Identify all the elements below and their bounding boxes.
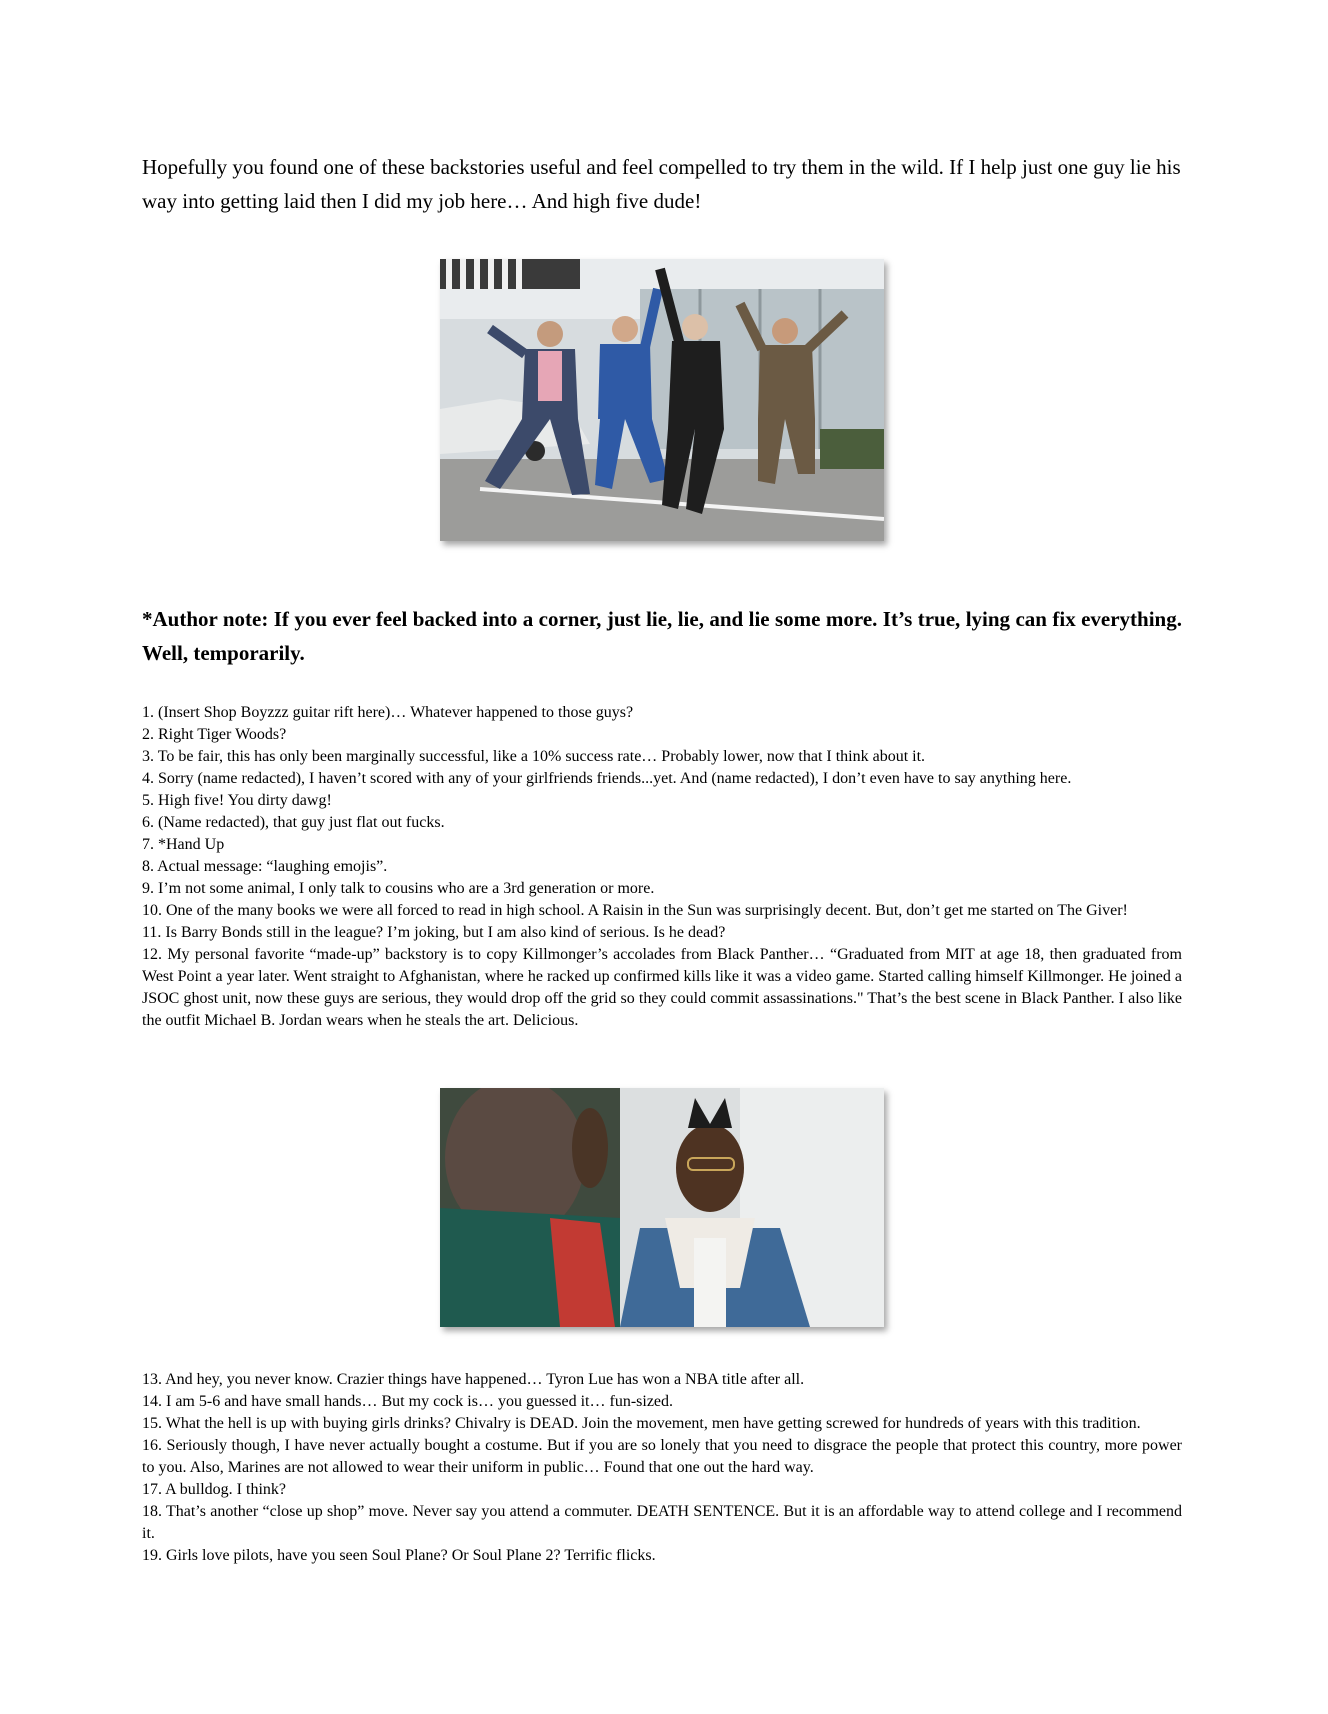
footnote-item: 1. (Insert Shop Boyzzz guitar rift here)… Whatever happened to those guys? xyxy=(142,704,634,721)
footnote-item: 13. And hey, you never know. Crazier things have happened… Tyron Lue has won a NBA title after all. xyxy=(142,1371,805,1388)
photo-killmonger-scene-icon xyxy=(440,1088,884,1327)
footnote-item: 7. *Hand Up xyxy=(142,836,225,853)
footnote-item: 5. High five! You dirty dawg! xyxy=(142,792,332,809)
footnotes-list-a xyxy=(142,702,1182,1032)
footnote-item: 2. Right Tiger Woods? xyxy=(142,726,287,743)
footnote-item: 9. I’m not some animal, I only talk to cousins who are a 3rd generation or more. xyxy=(142,880,655,897)
footnotes-list-b xyxy=(142,1369,1182,1567)
footnote-item: 6. (Name redacted), that guy just flat out fucks. xyxy=(142,814,445,831)
photo-killmonger-scene xyxy=(440,1088,884,1327)
photo-jumping-men xyxy=(440,259,884,541)
footnote-item: 3. To be fair, this has only been marginally successful, like a 10% success rate… Probably lower, now that I think about it. xyxy=(142,748,926,765)
author-note: *Author note: If you ever feel backed into a corner, just lie, lie, and lie some more. It’s true, lying can fix everything. Well, temporarily. xyxy=(142,607,1182,665)
footnote-item: 14. I am 5-6 and have small hands… But my cock is… you guessed it… fun-sized. xyxy=(142,1393,674,1410)
footnote-item: 15. What the hell is up with buying girls drinks? Chivalry is DEAD. Join the movement, men have getting screwed for hundreds of years with this tradition. xyxy=(142,1415,1141,1432)
footnote-item: 12. My personal favorite “made-up” backstory is to copy Killmonger’s accolades from Black Panther… “Graduated from MIT at age 18, then graduated from West Point a year later. Went straight to Afghanistan, where he racked up confirmed kills like it was a video game. Started calling himself Killmonger. He joined a JSOC ghost unit, now these guys are serious, they would drop off the grid so they could commit assassinations." That’s the best scene in Black Panther. I also like the outfit Michael B. Jordan wears when he steals the art. Delicious. xyxy=(142,946,1182,1029)
intro-paragraph: Hopefully you found one of these backstories useful and feel compelled to try them in the wild. If I help just one guy lie his way into getting laid then I did my job here… And high five dude! xyxy=(142,155,1181,213)
footnote-item: 10. One of the many books we were all forced to read in high school. A Raisin in the Sun was surprisingly decent. But, don’t get me started on The Giver! xyxy=(142,902,1128,919)
footnote-item: 4. Sorry (name redacted), I haven’t scored with any of your girlfriends friends...yet. And (name redacted), I don’t even have to say anything here. xyxy=(142,770,1072,787)
footnote-item: 16. Seriously though, I have never actually bought a costume. But if you are so lonely that you need to disgrace the people that protect this country, more power to you. Also, Marines are not allowed to wear their uniform in public… Found that one out the hard way. xyxy=(142,1437,1182,1476)
footnote-item: 8. Actual message: “laughing emojis”. xyxy=(142,858,388,875)
photo-jumping-men-icon xyxy=(440,259,884,541)
footnote-item: 11. Is Barry Bonds still in the league? I’m joking, but I am also kind of serious. Is he dead? xyxy=(142,924,726,941)
footnote-item: 18. That’s another “close up shop” move. Never say you attend a commuter. DEATH SENTENCE. But it is an affordable way to attend college and I recommend it. xyxy=(142,1503,1182,1542)
footnote-item: 17. A bulldog. I think? xyxy=(142,1481,286,1498)
footnote-item: 19. Girls love pilots, have you seen Soul Plane? Or Soul Plane 2? Terrific flicks. xyxy=(142,1547,656,1564)
